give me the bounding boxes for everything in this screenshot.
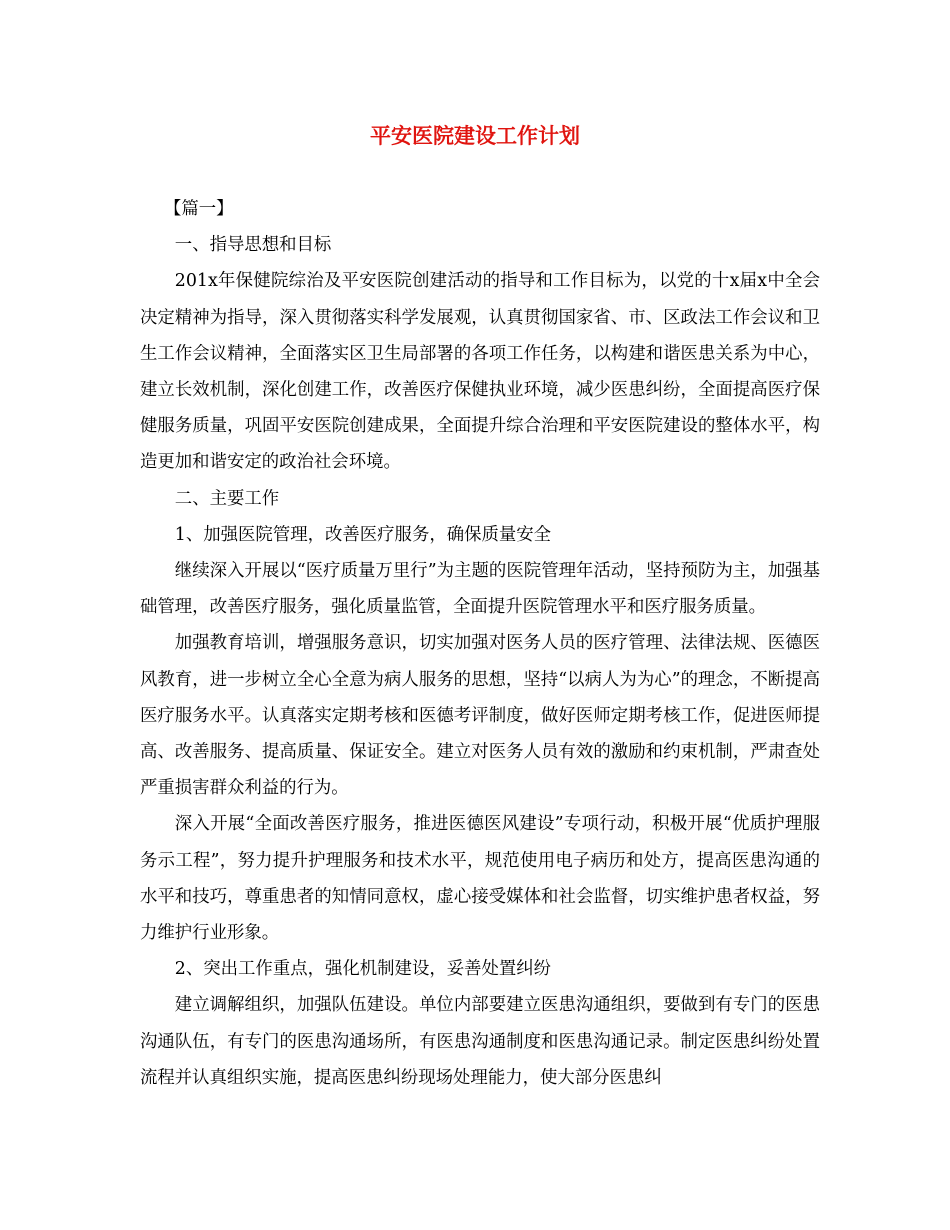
heading-guiding-ideology: 一、指导思想和目标 [174, 235, 332, 256]
paragraph-mediation: 建立调解组织，加强队伍建设。单位内部要建立医患沟通组织，要做到有专门的医患沟通队伍，有专门的医患沟通场所，有医患沟通制度和医患沟通记录。制定医患纠纷处置流程并认真组织实施，提高医患纠纷现场处理能力，使大部分医患纠 [140, 995, 820, 1088]
subheading-hospital-management: 1、加强医院管理，改善医疗服务，确保质量安全 [174, 524, 552, 545]
paragraph-quality-campaign: 继续深入开展以“医疗质量万里行”为主题的医院管理年活动，坚持预防为主，加强基础管理，改善医疗服务，强化质量监管，全面提升医院管理水平和医疗服务质量。 [140, 561, 820, 618]
paragraph-education-training: 加强教育培训，增强服务意识，切实加强对医务人员的医疗管理、法律法规、医德医风教育，进一步树立全心全意为病人服务的思想，坚持“以病人为为心”的理念，不断提高医疗服务水平。认真落实定期考核和医德考评制度，做好医师定期考核工作，促进医师提高、改善服务、提高质量、保证安全。建立对医务人员有效的激励和约束机制，严肃查处严重损害群众利益的行为。 [140, 633, 820, 799]
document-title: 平安医院建设工作计划 [370, 123, 580, 148]
paragraph-service-improvement: 深入开展“全面改善医疗服务，推进医德医风建设”专项行动，积极开展“优质护理服务示工程”，努力提升护理服务和技术水平，规范使用电子病历和处方，提高医患沟通的水平和技巧，尊重患者的知情同意权，虚心接受媒体和社会监督，切实维护患者权益，努力维护行业形象。 [140, 814, 820, 944]
paragraph-goals: 201x年保健院综治及平安医院创建活动的指导和工作目标为，以党的十x届x中全会决定精神为指导，深入贯彻落实科学发展观，认真贯彻国家省、市、区政法工作会议和卫生工作会议精神，全面落实区卫生局部署的各项工作任务，以构建和谐医患关系为中心，建立长效机制，深化创建工作，改善医疗保健执业环境，减少医患纠纷，全面提高医疗保健服务质量，巩固平安医院创建成果，全面提升综合治理和平安医院建设的整体水平，构造更加和谐安定的政治社会环境。 [140, 271, 820, 473]
document-body [140, 191, 820, 1096]
heading-main-work: 二、主要工作 [174, 488, 280, 509]
subheading-dispute-handling: 2、突出工作重点，强化机制建设，妥善处置纠纷 [174, 959, 552, 980]
section-heading-part-one: 【篇一】 [164, 199, 234, 219]
